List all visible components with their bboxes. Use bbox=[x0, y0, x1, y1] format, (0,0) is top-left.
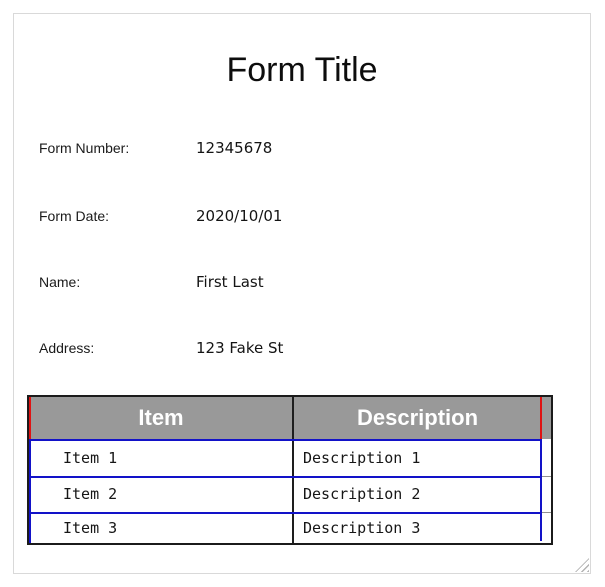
column-header-item: Item bbox=[138, 405, 184, 430]
form-date-label: Form Date: bbox=[39, 208, 110, 224]
form-document-card bbox=[13, 13, 591, 574]
column-header-description: Description bbox=[356, 405, 479, 430]
items-table bbox=[27, 395, 553, 545]
cell-item: Item 2 bbox=[63, 485, 118, 503]
address-label: Address: bbox=[39, 340, 95, 356]
right-strip-separator-line bbox=[542, 512, 551, 513]
cell-item: Item 3 bbox=[63, 518, 118, 537]
cell-description: Description 2 bbox=[303, 485, 421, 503]
cell-item: Item 1 bbox=[63, 448, 118, 467]
header-red-right-line bbox=[540, 397, 542, 439]
page-title: Form Title bbox=[226, 51, 378, 89]
address-value: 123 Fake St bbox=[196, 339, 284, 357]
form-number-value: 12345678 bbox=[196, 139, 273, 157]
field-row-name bbox=[14, 272, 590, 292]
row-border-blue-line bbox=[29, 476, 542, 478]
table-row bbox=[29, 439, 542, 476]
field-row-form-number bbox=[14, 138, 590, 158]
row-border-blue-line bbox=[29, 512, 542, 514]
column-divider-line bbox=[292, 397, 294, 543]
field-row-form-date bbox=[14, 206, 590, 226]
header-red-left-line bbox=[29, 397, 31, 439]
form-number-label: Form Number: bbox=[39, 140, 130, 156]
cell-description: Description 3 bbox=[303, 518, 421, 537]
table-row bbox=[29, 512, 542, 543]
name-label: Name: bbox=[39, 274, 81, 290]
table-header-row bbox=[29, 397, 551, 439]
name-value: First Last bbox=[196, 273, 264, 291]
row-border-blue-line bbox=[29, 439, 542, 441]
table-row bbox=[29, 476, 542, 512]
right-strip-separator-line bbox=[542, 476, 551, 477]
form-date-value: 2020/10/01 bbox=[196, 207, 283, 225]
resize-grip-icon[interactable] bbox=[575, 558, 589, 572]
rows-blue-right-line bbox=[540, 439, 542, 541]
field-row-address bbox=[14, 338, 590, 358]
rows-blue-left-line bbox=[29, 439, 31, 543]
cell-description: Description 1 bbox=[303, 448, 421, 467]
